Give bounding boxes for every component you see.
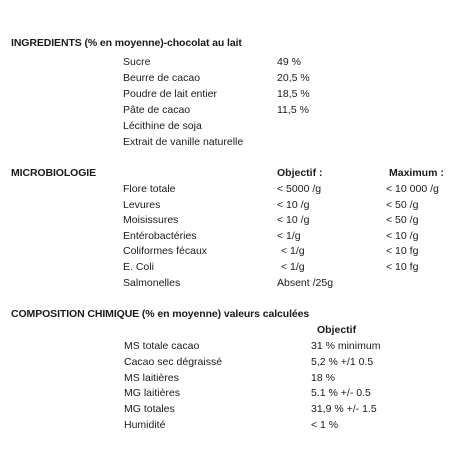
ingredient-value: 20,5 % — [277, 72, 310, 84]
composition-value: 18 % — [311, 372, 335, 384]
micro-objectif: < 10 /g — [277, 214, 310, 226]
composition-value: 5.1 % +/- 0.5 — [311, 387, 371, 399]
ingredient-value: 11,5 % — [277, 104, 309, 116]
composition-name: MS laitières — [124, 372, 179, 384]
micro-objectif: < 1/g — [277, 230, 301, 242]
composition-value: < 1 % — [311, 419, 339, 431]
micro-maximum: < 10 fg — [386, 245, 419, 257]
ingredient-name: Lécithine de soja — [123, 120, 202, 132]
ingredient-name: Pâte de cacao — [123, 104, 191, 116]
micro-name: Entérobactéries — [123, 230, 197, 242]
ingredient-name: Sucre — [123, 56, 151, 68]
composition-value: 5,2 % +/1 0.5 — [311, 356, 374, 368]
ingredient-value: 18,5 % — [277, 88, 310, 100]
micro-name: Flore totale — [123, 183, 176, 195]
micro-name: Moisissures — [123, 214, 179, 226]
composition-name: MG totales — [124, 403, 175, 415]
micro-name: Salmonelles — [123, 277, 181, 289]
composition-heading: COMPOSITION CHIMIQUE (% en moyenne) valeurs calculées — [11, 308, 310, 320]
micro-maximum: < 50 /g — [386, 199, 419, 211]
micro-objectif: < 10 /g — [277, 199, 310, 211]
micro-maximum: < 10 /g — [386, 230, 419, 242]
composition-name: Cacao sec dégraissé — [124, 356, 223, 368]
micro-maximum: < 10 fg — [386, 261, 419, 273]
ingredient-value: 49 % — [277, 56, 301, 68]
micro-name: E. Coli — [123, 261, 154, 273]
ingredient-name: Beurre de cacao — [123, 72, 201, 84]
microbiologie-heading: MICROBIOLOGIE — [11, 167, 97, 179]
micro-objectif: < 1/g — [281, 261, 305, 273]
maximum-column-header: Maximum : — [389, 167, 444, 179]
composition-objectif-header: Objectif — [317, 324, 357, 336]
ingredient-name: Poudre de lait entier — [123, 88, 217, 100]
micro-maximum: < 10 000 /g — [386, 183, 439, 195]
composition-value: 31 % minimum — [311, 340, 381, 352]
ingredients-heading: INGREDIENTS (% en moyenne)-chocolat au lait — [11, 37, 242, 49]
micro-name: Levures — [123, 199, 161, 211]
micro-objectif: < 5000 /g — [277, 183, 322, 195]
micro-objectif: < 1/g — [281, 245, 305, 257]
composition-name: MG laitières — [124, 387, 181, 399]
micro-objectif: Absent /25g — [277, 277, 334, 289]
micro-name: Coliformes fécaux — [123, 245, 208, 257]
composition-name: MS totale cacao — [124, 340, 200, 352]
objectif-column-header: Objectif : — [277, 167, 323, 179]
ingredient-name: Extrait de vanille naturelle — [123, 136, 244, 148]
composition-value: 31,9 % +/- 1.5 — [311, 403, 377, 415]
composition-name: Humidité — [124, 419, 166, 431]
micro-maximum: < 50 /g — [386, 214, 419, 226]
